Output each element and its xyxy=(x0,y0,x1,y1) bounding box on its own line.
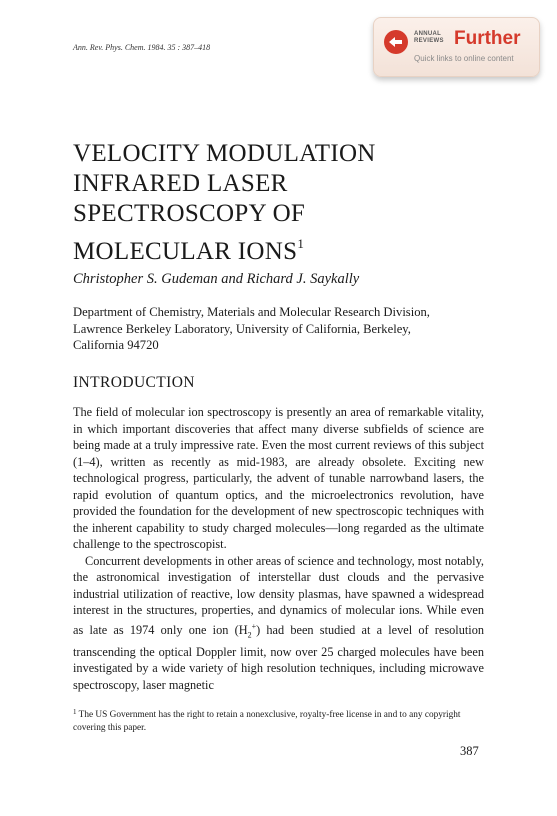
annual-reviews-logo-icon xyxy=(384,30,408,54)
paragraph-text: Concurrent developments in other areas of science and technology, most notably, the astronomical investigation of interstellar dust clouds and the pervasive industrial utilization of reactive, low density plasmas, have spawned a widespread interest in the structures, properties, and dynamics of molecular ions. While even as late as 1974 only one ion ( xyxy=(73,553,484,637)
ion-base: H xyxy=(238,622,248,637)
page-number: 387 xyxy=(460,744,479,758)
footnote-mark: 1 xyxy=(73,708,77,716)
footnote-text: The US Government has the right to retain a nonexclusive, royalty-free license in and to any copyright covering this paper. xyxy=(73,710,461,733)
affiliation-line: Department of Chemistry, Materials and Molecular Research Division, xyxy=(73,305,430,319)
body-text xyxy=(73,404,484,693)
paragraph xyxy=(73,553,484,694)
annual-reviews-further-badge[interactable] xyxy=(373,17,540,77)
title-footnote-mark[interactable]: 1 xyxy=(297,236,305,251)
annual-label: ANNUAL xyxy=(414,31,442,37)
reviews-label: REVIEWS xyxy=(414,38,444,44)
affiliation-line: California 94720 xyxy=(73,338,159,352)
paragraph: The field of molecular ion spectroscopy is presently an area of remarkable vitality, in which important discoveries that affect many diverse subfields of science are being made at a truly impressive rate. Even the most current reviews of this subject (1–4), written as recently as mid-1983, are already obsolete. Exciting new technological progress, particularly, the advent of tunable narrowband lasers, the rapid evolution of quantum optics, and the microelectronics revolution, have provided the foundation for the development of new spectroscopic techniques with the inherent capability to study charged molecules—long regarded as the ultimate challenge to the spectroscopist. xyxy=(73,405,484,551)
title-line: VELOCITY MODULATION xyxy=(73,140,376,167)
ion-formula xyxy=(238,621,257,640)
title-line: INFRARED LASER xyxy=(73,170,288,197)
footnote xyxy=(73,706,484,735)
affiliation-line: Lawrence Berkeley Laboratory, University of California, Berkeley, xyxy=(73,321,411,336)
paragraph-text: ) had been studied at a level of resolution transcending the optical Doppler limit, now over 25 charged molecules have been investigated by a wide variety of high resolution techniques, including microwave spectroscopy, laser magnetic xyxy=(73,622,484,692)
quick-links-label: Quick links to online content xyxy=(414,54,514,63)
section-heading: INTRODUCTION xyxy=(73,374,195,391)
ion-subscript: 2 xyxy=(247,630,252,640)
article-title xyxy=(73,139,376,267)
annual-reviews-wordmark xyxy=(414,31,444,45)
title-line: SPECTROSCOPY OF xyxy=(73,200,306,227)
affiliation xyxy=(73,304,493,354)
title-line: MOLECULAR IONS xyxy=(73,238,298,265)
journal-reference: Ann. Rev. Phys. Chem. 1984. 35 : 387–418 xyxy=(73,43,211,52)
further-label: Further xyxy=(454,28,521,49)
authors: Christopher S. Gudeman and Richard J. Saykally xyxy=(73,271,360,287)
ion-superscript: + xyxy=(251,621,257,631)
